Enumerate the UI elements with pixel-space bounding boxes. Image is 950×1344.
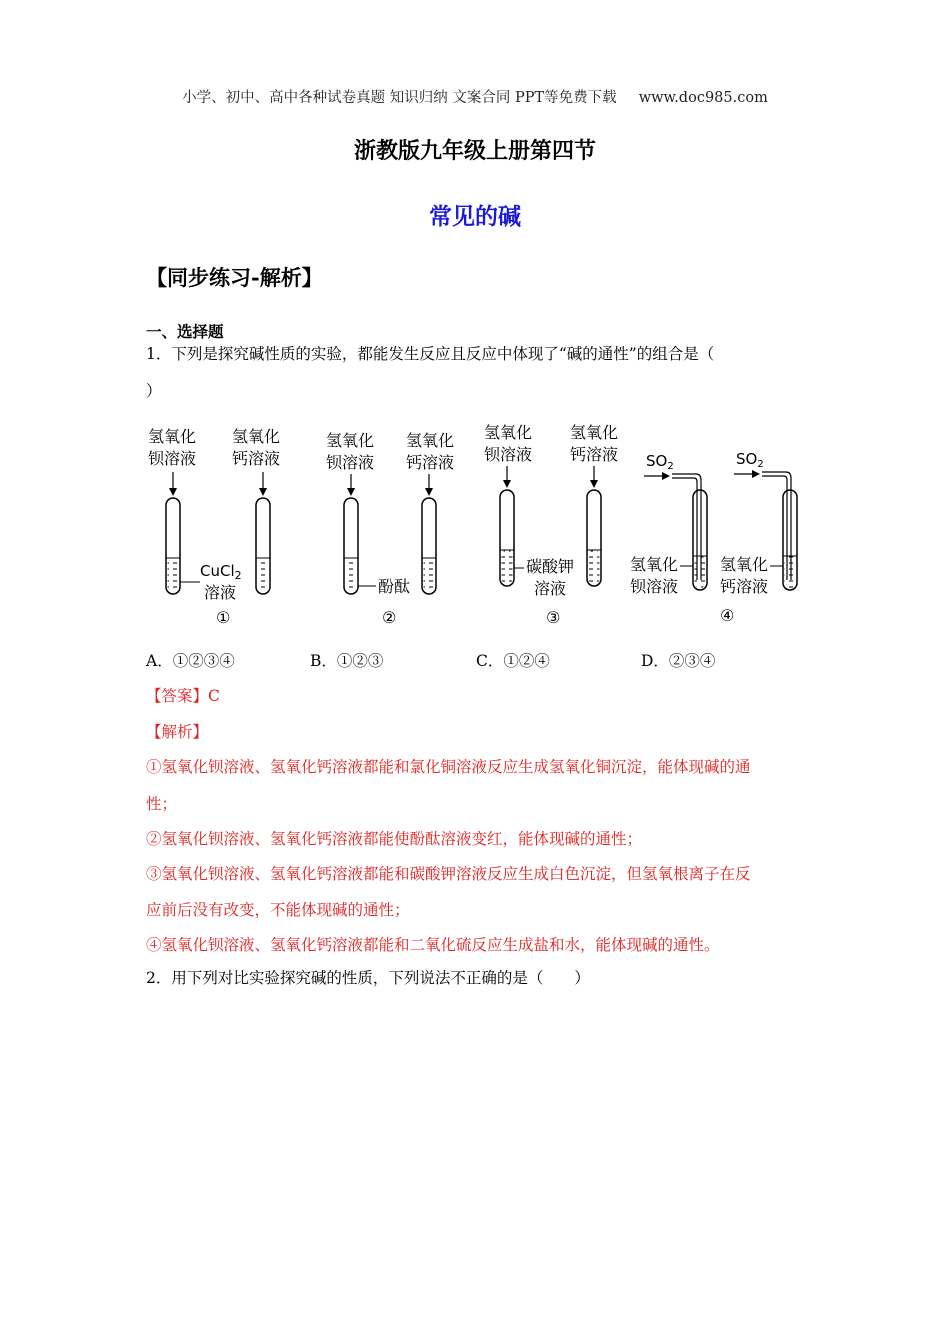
- g4-left-label-2: 钡溶液: [630, 577, 679, 596]
- g3-right-label-2: 钙溶液: [570, 445, 619, 464]
- g2-left-label-2: 钡溶液: [326, 453, 375, 472]
- g3-right-liquid: [589, 550, 600, 584]
- experiment-figure: [140, 410, 820, 630]
- question-1-line-2: ）: [146, 382, 162, 400]
- question-2: 2．用下列对比实验探究碱的性质，下列说法不正确的是（ ）: [146, 969, 590, 987]
- g2-left-label-1: 氢氧化: [326, 431, 375, 450]
- g2-right-liquid: [424, 558, 435, 592]
- g2-left-liquid: [346, 558, 357, 592]
- answer-label: 【答案】: [146, 687, 209, 705]
- g4-left-label-1: 氢氧化: [630, 555, 679, 574]
- g1-left-label-2: 钡溶液: [148, 449, 197, 468]
- option-a[interactable]: A．①②③④: [146, 652, 235, 670]
- header-url[interactable]: www.doc985.com: [638, 90, 768, 106]
- experiment-group-1: [148, 427, 280, 627]
- analysis-line-3: ②氢氧化钡溶液、氢氧化钙溶液都能使酚酞溶液变红，能体现碱的通性；: [146, 830, 643, 848]
- g1-number: ①: [216, 608, 231, 627]
- g1-right-liquid: [258, 558, 269, 592]
- g3-number: ③: [546, 608, 561, 627]
- g1-right-label-1: 氢氧化: [232, 427, 281, 446]
- section-heading: 【同步练习-解析】: [146, 265, 323, 290]
- part-heading: 一、选择题: [146, 322, 224, 341]
- g1-left-label-1: 氢氧化: [148, 427, 197, 446]
- g2-number: ②: [382, 608, 397, 627]
- document-title: 浙教版九年级上册第四节: [353, 138, 596, 164]
- analysis-line-5: 应前后没有改变，不能体现碱的通性；: [146, 901, 410, 919]
- g1-left-liquid: [168, 558, 179, 592]
- g3-right-label-1: 氢氧化: [570, 423, 619, 442]
- document-subtitle: 常见的碱: [429, 203, 521, 230]
- g1-reagent-label-2: 溶液: [204, 583, 237, 602]
- g3-reagent-label: 碳酸钾: [526, 557, 575, 576]
- answer-line: [146, 684, 220, 706]
- analysis-line-1: ①氢氧化钡溶液、氢氧化钙溶液都能和氯化铜溶液反应生成氢氧化铜沉淀，能体现碱的通: [146, 758, 751, 776]
- experiment-group-4: [630, 450, 797, 625]
- g3-reagent-label-2: 溶液: [534, 579, 567, 598]
- g2-right-label-2: 钙溶液: [406, 453, 455, 472]
- g4-number: ④: [720, 606, 735, 625]
- g4-right-label-2: 钙溶液: [720, 577, 769, 596]
- analysis-label: 【解析】: [146, 723, 209, 741]
- g4-left-gas-label: $SO_2$: [646, 452, 674, 472]
- g2-reagent-label: 酚酞: [378, 577, 411, 596]
- option-b[interactable]: B．①②③: [310, 652, 384, 670]
- g3-left-label-2: 钡溶液: [484, 445, 533, 464]
- experiment-group-2: [326, 431, 454, 627]
- g3-left-liquid: [502, 550, 513, 584]
- header-text: 小学、初中、高中各种试卷真题 知识归纳 文案合同 PPT等免费下载: [182, 90, 617, 106]
- g1-right-arrowhead: [259, 488, 267, 496]
- option-c[interactable]: C．①②④: [476, 652, 550, 670]
- answer-value: C: [208, 687, 220, 705]
- analysis-line-2: 性；: [146, 795, 178, 813]
- g1-reagent-label: CuCl$_2$: [200, 562, 242, 582]
- question-1-line-1: 1．下列是探究碱性质的实验，都能发生反应且反应中体现了“碱的通性”的组合是（: [146, 345, 715, 363]
- analysis-line-4: ③氢氧化钡溶液、氢氧化钙溶液都能和碳酸钾溶液反应生成白色沉淀，但氢氧根离子在反: [146, 865, 751, 883]
- g2-right-label-1: 氢氧化: [406, 431, 455, 450]
- g4-right-label-1: 氢氧化: [720, 555, 769, 574]
- g4-right-gas-label: $SO_2$: [736, 450, 764, 470]
- g3-left-label-1: 氢氧化: [484, 423, 533, 442]
- g4-right-liquid: [785, 556, 796, 588]
- experiment-group-3: [484, 423, 618, 627]
- g4-left-liquid: [695, 556, 706, 588]
- g1-left-arrowhead: [169, 488, 177, 496]
- option-d[interactable]: D．②③④: [641, 652, 716, 670]
- page-header: [0, 86, 950, 107]
- analysis-line-6: ④氢氧化钡溶液、氢氧化钙溶液都能和二氧化硫反应生成盐和水，能体现碱的通性。: [146, 936, 720, 954]
- g1-right-label-2: 钙溶液: [232, 449, 281, 468]
